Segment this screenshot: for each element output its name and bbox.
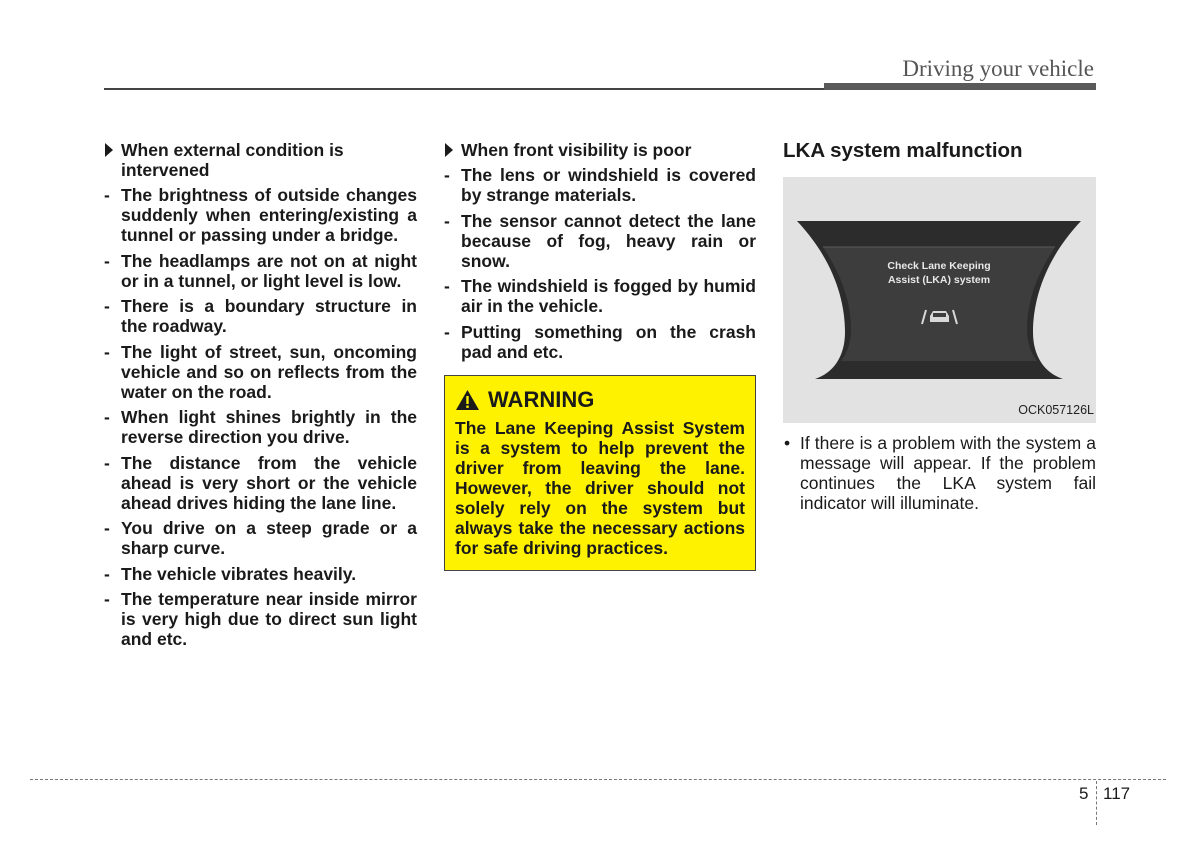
triangle-bullet-icon (105, 143, 113, 157)
section-heading-text: When external condition is intervened (121, 140, 344, 180)
list-item: - The distance from the vehicle ahead is very short or the vehicle ahead drives hiding the lane line. (104, 452, 417, 513)
list-item: - The windshield is fogged by humid air in the vehicle. (444, 276, 756, 316)
list-item: - The lens or windshield is covered by strange materials. (444, 165, 756, 205)
malfunction-text: If there is a problem with the system a message will appear. If the problem continues the LKA system fail indicator will illuminate. (800, 433, 1096, 513)
section-heading-external (104, 140, 417, 180)
triangle-bullet-icon (445, 143, 453, 157)
footer-rule (30, 779, 1166, 780)
list-item: - When light shines brightly in the reverse direction you drive. (104, 407, 417, 447)
visibility-list (444, 165, 756, 362)
cluster-display-image (783, 177, 1096, 423)
left-column (104, 140, 417, 655)
list-item: - You drive on a steep grade or a sharp curve. (104, 518, 417, 558)
bullet-dot-icon: • (784, 433, 791, 453)
header-tab (824, 83, 1096, 90)
page-header-title: Driving your vehicle (902, 56, 1094, 81)
cluster-display-figure (783, 177, 1096, 423)
warning-heading (455, 388, 745, 412)
list-item: - The brightness of outside changes suddenly when entering/existing a tunnel or passing under a bridge. (104, 185, 417, 245)
list-item: - The vehicle vibrates heavily. (104, 563, 357, 584)
list-item: - The headlamps are not on at night or in a tunnel, or light level is low. (104, 250, 417, 291)
warning-triangle-icon (455, 389, 480, 411)
footer-divider (1096, 781, 1097, 825)
right-column (783, 140, 1096, 513)
list-item: - The sensor cannot detect the lane because of fog, heavy rain or snow. (444, 210, 756, 271)
middle-column (444, 140, 756, 571)
warning-box (444, 375, 756, 571)
section-heading-visibility (444, 140, 756, 160)
list-item: - The light of street, sun, oncoming vehicle and so on reflects from the water on the road. (104, 341, 417, 402)
warning-body: The Lane Keeping Assist System is a system to help prevent the driver from leaving the lane. However, the driver should not solely rely on the system but always take the necessary actions for safe driving practices. (455, 417, 745, 558)
condition-list (104, 185, 417, 649)
display-message-line1: Check Lane Keeping (887, 260, 991, 272)
page-number: 117 (1103, 784, 1131, 803)
list-item: - The temperature near inside mirror is very high due to direct sun light and etc. (104, 589, 417, 649)
malfunction-description (783, 433, 1096, 513)
section-heading-text: When front visibility is poor (461, 140, 692, 160)
display-message-line2: Assist (LKA) system (887, 274, 991, 286)
chapter-number: 5 (1079, 784, 1089, 803)
warning-title: WARNING (488, 386, 595, 412)
header-rule (104, 88, 824, 90)
list-item: - There is a boundary structure in the roadway. (104, 296, 417, 336)
figure-code: OCK057126L (1018, 403, 1094, 417)
section-title: LKA system malfunction (783, 139, 1023, 162)
list-item: - Putting something on the crash pad and etc. (444, 321, 756, 362)
